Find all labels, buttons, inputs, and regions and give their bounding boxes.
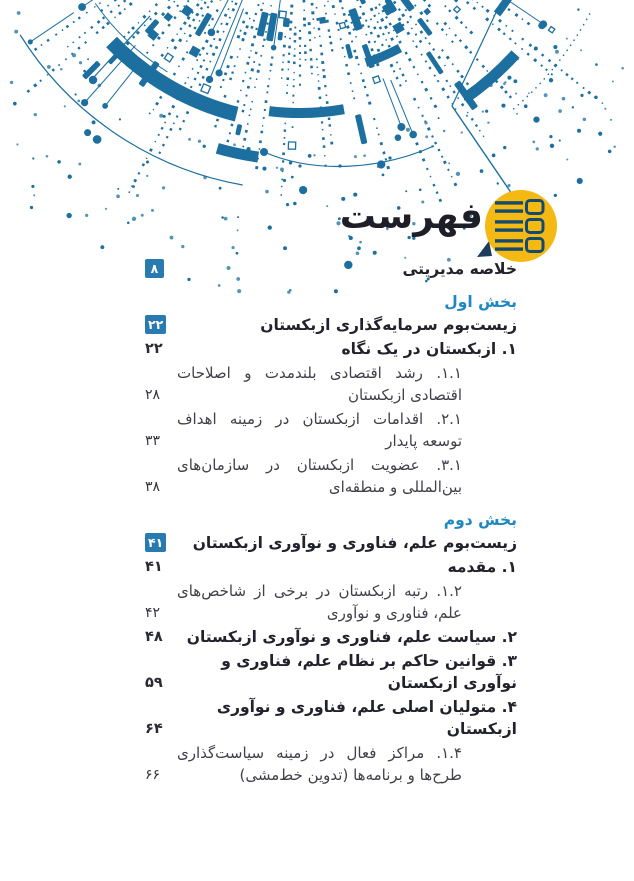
- page-number: ۲۲: [145, 341, 163, 357]
- toc-entry-label: خلاصه مدیریتی: [402, 260, 517, 278]
- page-number: ۳۳: [145, 433, 161, 449]
- page-number: ۳۸: [145, 479, 161, 495]
- page-number: ۲۸: [145, 387, 161, 403]
- toc-entry[interactable]: [145, 454, 517, 498]
- toc-entry-label: ۲. سیاست علم، فناوری و نوآوری ازبکستان: [186, 628, 517, 646]
- toc-entry[interactable]: [145, 580, 517, 624]
- page-number: ۴۱: [145, 559, 163, 575]
- toc-entry[interactable]: [145, 338, 517, 360]
- toc-entry[interactable]: [145, 556, 517, 578]
- toc-entry[interactable]: [145, 650, 517, 694]
- toc-entry-label: زیست‌بوم سرمایه‌گذاری ازبکستان: [260, 316, 517, 334]
- page-number: ۶۶: [145, 767, 161, 783]
- toc-entry-label: ۲.۱. اقدامات ازبکستان در زمینه اهداف توسعه پایدار: [177, 410, 462, 450]
- toc-entry-label: ۳.۱. عضویت ازبکستان در سازمان‌های بین‌المللی و منطقه‌ای: [177, 456, 462, 496]
- list-rows-icon: [485, 190, 557, 262]
- page-number: ۴۲: [145, 605, 161, 621]
- toc-entry[interactable]: [145, 408, 517, 452]
- toc-entry[interactable]: [145, 258, 517, 280]
- toc-entry-label: ۴. متولیان اصلی علم، فناوری و نوآوری ازبکستان: [216, 698, 517, 738]
- toc-entry[interactable]: [145, 314, 517, 336]
- toc-section-header: [145, 291, 517, 313]
- toc-entry-label: ۱.۱. رشد اقتصادی بلندمدت و اصلاحات اقتصادی ازبکستان: [177, 364, 462, 404]
- toc-entry[interactable]: [145, 742, 517, 786]
- toc-entry-label: ۳. قوانین حاکم بر نظام علم، فناوری و نوآوری ازبکستان: [221, 652, 517, 692]
- toc-entry[interactable]: [145, 532, 517, 554]
- toc-entry[interactable]: [145, 696, 517, 740]
- toc-entry-label: ۱.۴. مراکز فعال در زمینه سیاست‌گذاری طرح‌ها و برنامه‌ها (تدوین خط‌مشی): [177, 744, 462, 784]
- toc-entry[interactable]: [145, 626, 517, 648]
- section-title: بخش دوم: [443, 511, 517, 529]
- section-title: بخش اول: [444, 293, 517, 311]
- toc-entry-label: ۱. ازبکستان در یک نگاه: [341, 340, 517, 358]
- toc-list: [145, 258, 517, 788]
- toc-entry-label: ۱. مقدمه: [447, 558, 517, 576]
- contents-badge: [485, 190, 557, 262]
- toc-entry-label: زیست‌بوم علم، فناوری و نوآوری ازبکستان: [192, 534, 517, 552]
- page-number: ۵۹: [145, 675, 163, 691]
- toc-entry[interactable]: [145, 362, 517, 406]
- toc-section-header: [145, 509, 517, 531]
- page-number: ۴۸: [145, 629, 163, 645]
- toc-entry-label: ۱.۲. رتبه ازبکستان در برخی از شاخص‌های علم، فناوری و نوآوری: [177, 582, 462, 622]
- page-number-badge: ۲۲: [145, 315, 166, 334]
- page-number: ۶۴: [145, 721, 163, 737]
- page-number-badge: ۸: [145, 259, 164, 278]
- page-number-badge: ۴۱: [145, 533, 166, 552]
- page-title: فهرست: [339, 196, 483, 237]
